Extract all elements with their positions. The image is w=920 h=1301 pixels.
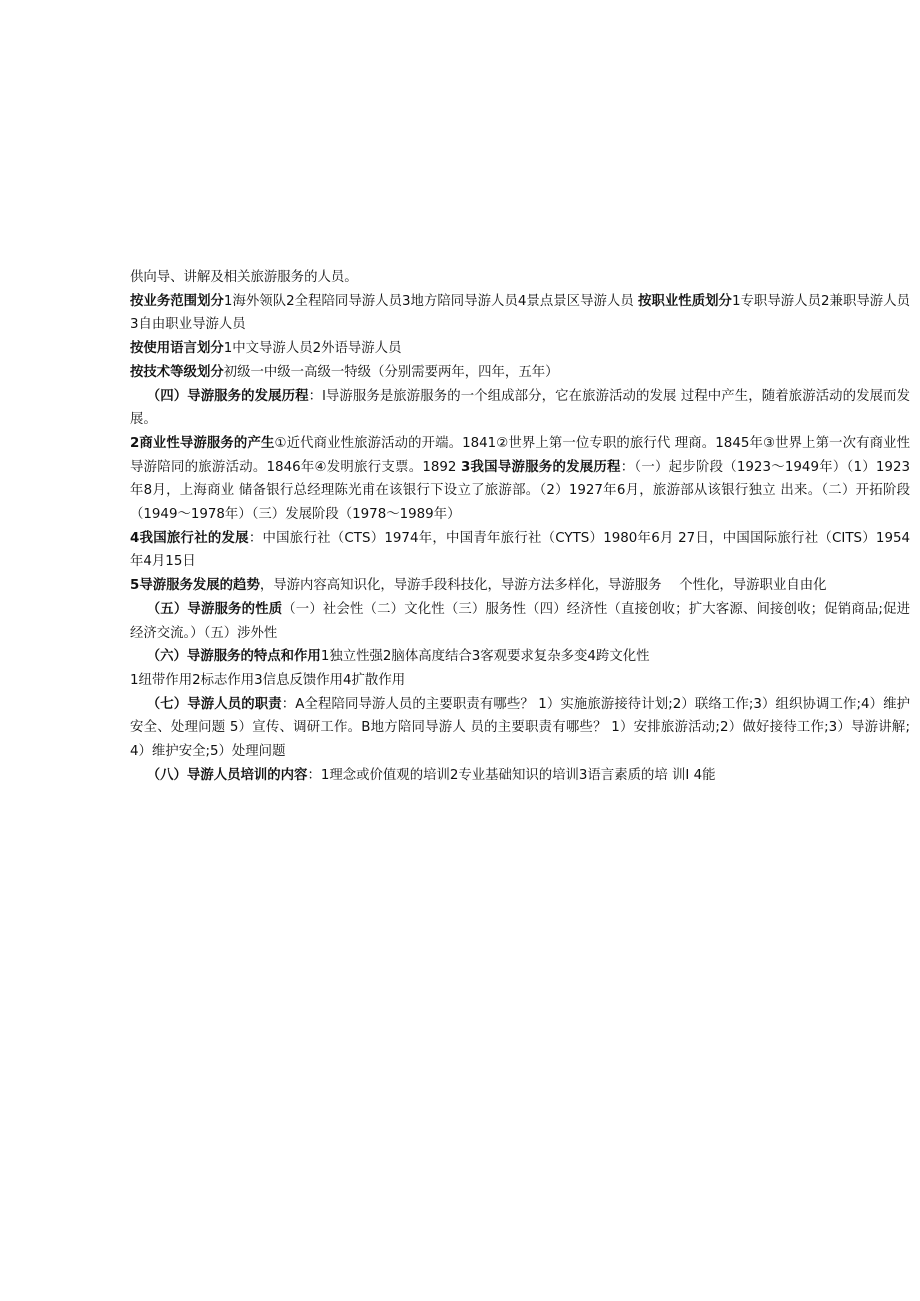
paragraph-text: ：（一）起步阶段（1923～1949年）（1）1923年8月，上海商业 储备银行总经理陈光甫在该银行下设立了旅游部。（2）1927年6月，旅游部从该银行独立 出来。（二）开拓阶段（1949～1978年）（三）发展阶段（1978～1989年） [130,459,910,523]
paragraph-text: 1纽带作用2标志作用3信息反馈作用4扩散作用 [130,672,406,688]
bold-heading: 4我国旅行社的发展 [130,530,249,546]
paragraph-text: 1中文导游人员2外语导游人员 [223,341,402,357]
paragraph-section-5 [130,598,910,645]
bold-heading: 按职业性质划分 [638,293,732,309]
paragraph-section-6 [130,645,910,669]
section-heading: （八）导游人员培训的内容 [146,767,308,783]
paragraph-trends [130,574,910,598]
paragraph-text: 初级一中级一高级一特级（分别需要两年，四年，五年） [223,364,559,380]
paragraph-text: ：A全程陪同导游人员的主要职责有哪些？ 1）实施旅游接待计划;2）联络工作;3）组织协调工作;4）维护安全、处理问题 5）宣传、调研工作。B地方陪同导游人 员的主要职责有哪些？ 1）安排旅游活动;2）做好接待工作;3）导游讲解;4）维护安全;5）处理问题 [130,696,911,760]
paragraph-section-4 [130,385,910,432]
paragraph-definition [130,266,910,290]
paragraph-commercial-origin [130,432,910,527]
paragraph-roles [130,669,910,693]
section-heading: （四）导游服务的发展历程 [146,388,309,404]
paragraph-text: ：中国旅行社（CTS）1974年，中国青年旅行社（CYTS）1980年6月 27日，中国国际旅行社（CITS）1954年4月15日 [130,530,910,570]
paragraph-text: 1专职导游人员2兼职导游人员3自由职业导游人员 [130,293,911,333]
section-heading: （五）导游服务的性质 [146,601,283,617]
document-body [130,266,910,787]
bold-heading: 按技术等级划分 [130,364,224,380]
paragraph-text: 供向导、讲解及相关旅游服务的人员。 [130,270,358,285]
paragraph-text: ：l导游服务是旅游服务的一个组成部分，它在旅游活动的发展 过程中产生，随着旅游活动的发展而发展。 [130,388,910,428]
bold-heading: 按使用语言划分 [130,341,224,357]
paragraph-text: ，导游内容高知识化，导游手段科技化，导游方法多样化，导游服务 个性化，导游职业自由化 [259,578,827,594]
section-heading: （七）导游人员的职责 [146,696,282,712]
bold-heading: 3我国导游服务的发展历程 [460,459,621,475]
paragraph-classification-language [130,337,910,361]
bold-heading: 5导游服务发展的趋势 [130,578,260,594]
paragraph-text: 1独立性强2脑体高度结合3客观要求复杂多变4跨文化性 [320,649,650,665]
paragraph-text: ①近代商业性旅游活动的开端。1841②世界上第一位专职的旅行代 理商。1845年③世界上第一次有商业性导游陪同的旅游活动。1846年④发明旅行支票。1892 [130,435,910,475]
paragraph-agency-development [130,527,910,574]
paragraph-section-7 [130,693,910,764]
paragraph-classification-business [130,290,910,337]
paragraph-text: ：1理念或价值观的培训2专业基础知识的培训3语言素质的培 训I 4能 [307,767,716,783]
section-heading: （六）导游服务的特点和作用 [146,649,321,665]
bold-heading: 2商业性导游服务的产生 [130,435,275,451]
bold-heading: 按业务范围划分 [130,293,224,309]
paragraph-section-8 [130,764,910,788]
paragraph-classification-level [130,361,910,385]
paragraph-text: 1海外领队2全程陪同导游人员3地方陪同导游人员4景点景区导游人员 [223,293,639,309]
paragraph-text: （一）社会性（二）文化性（三）服务性（四）经济性（直接创收；扩大客源、间接创收；促销商品;促进经济交流。）（五）涉外性 [130,601,911,641]
